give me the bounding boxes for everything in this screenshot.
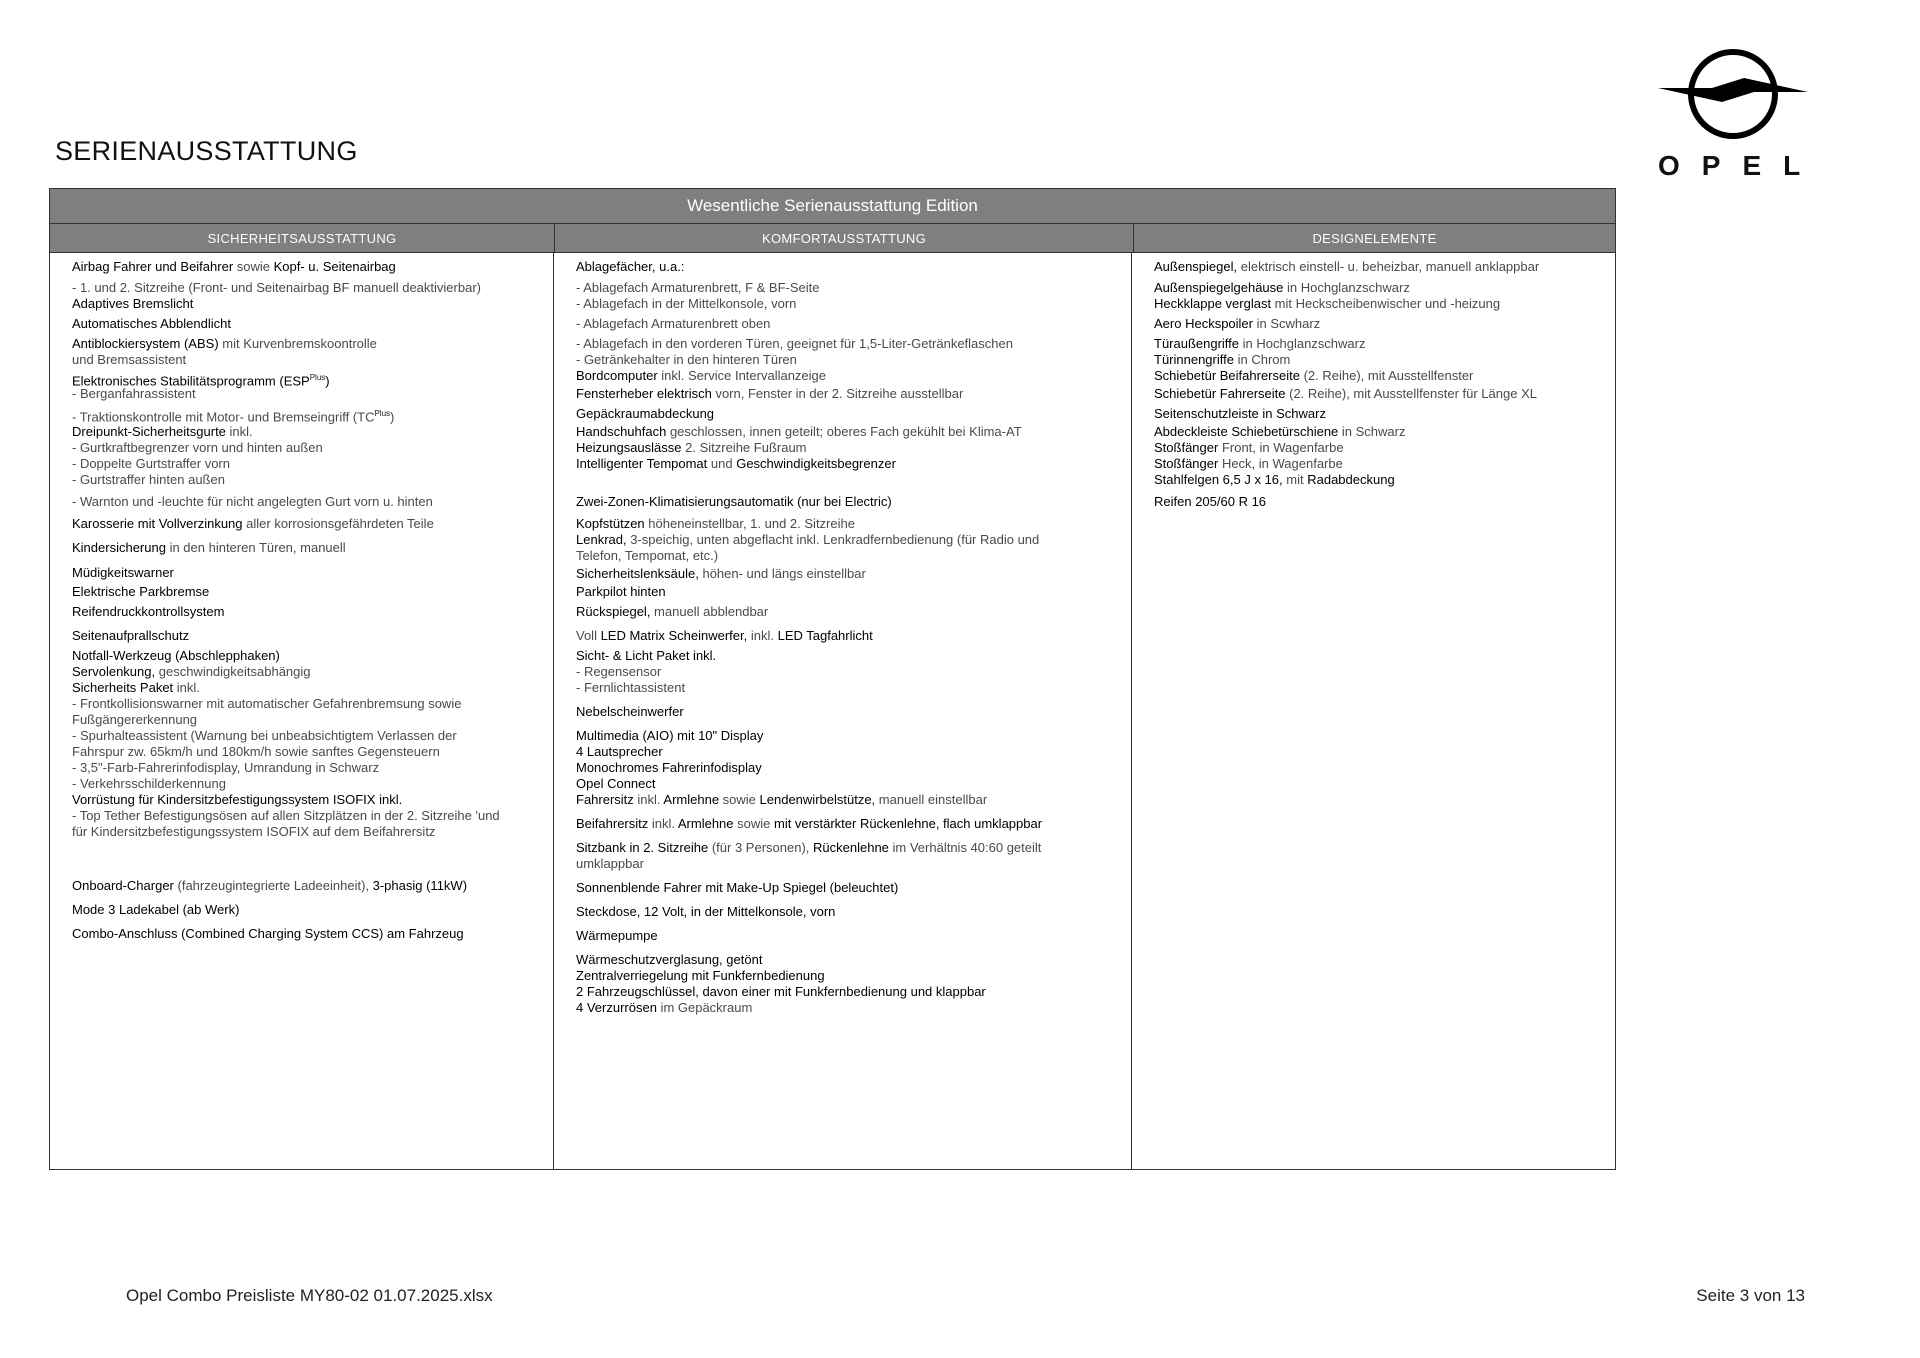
item-detail: - 1. und 2. Sitzreihe (Front- und Seitenairbag BF manuell deaktivierbar) <box>72 280 481 295</box>
item-term: Sonnenblende Fahrer mit Make-Up Spiegel (beleuchtet) <box>576 880 899 895</box>
item-detail: umklappbar <box>576 856 644 871</box>
item-detail: vorn, Fenster in der 2. Sitzreihe ausstellbar <box>711 386 964 401</box>
item-detail: (fahrzeugintegrierte Ladeeinheit), <box>173 878 373 893</box>
list-item <box>576 456 896 472</box>
item-term: Stoßfänger <box>1154 456 1219 471</box>
item-term: Müdigkeitswarner <box>72 565 174 580</box>
list-item <box>72 902 239 918</box>
item-term: Rückenlehne <box>813 840 889 855</box>
item-detail: elektrisch einstell- u. beheizbar, manuell anklappbar <box>1237 259 1540 274</box>
item-term: Sicht- & Licht Paket inkl. <box>576 648 717 663</box>
item-term: Bordcomputer <box>576 368 658 383</box>
item-term: Lendenwirbelstütze, <box>759 792 876 807</box>
item-detail: Telefon, Tempomat, etc.) <box>576 548 719 563</box>
list-item <box>576 494 892 510</box>
item-detail: in Hochglanzschwarz <box>1283 280 1410 295</box>
list-item <box>72 776 226 792</box>
list-item <box>1154 368 1473 384</box>
list-item <box>576 744 663 760</box>
item-term: Reifendruckkontrollsystem <box>72 604 225 619</box>
item-detail: - Fernlichtassistent <box>576 680 686 695</box>
item-detail: - Spurhalteassistent (Warnung bei unbeabsichtigtem Verlassen der <box>72 728 457 743</box>
list-item <box>72 680 200 696</box>
column-safety <box>50 253 554 1169</box>
item-detail: in Hochglanzschwarz <box>1239 336 1366 351</box>
item-detail: Voll <box>576 628 601 643</box>
list-item <box>576 352 797 368</box>
item-detail: mit <box>1282 472 1308 487</box>
list-item <box>576 584 666 600</box>
item-term: 4 Lautsprecher <box>576 744 663 759</box>
item-detail: - Doppelte Gurtstraffer vorn <box>72 456 230 471</box>
item-detail: 2. Sitzreihe Fußraum <box>681 440 807 455</box>
item-term: Mode 3 Ladekabel (ab Werk) <box>72 902 240 917</box>
item-term: LED Tagfahrlicht <box>777 628 873 643</box>
page-title: SERIENAUSSTATTUNG <box>55 136 358 166</box>
list-item <box>576 296 796 312</box>
list-item <box>576 1000 752 1016</box>
item-detail: (2. Reihe), mit Ausstellfenster <box>1299 368 1474 383</box>
list-item <box>576 760 762 776</box>
list-item <box>1154 259 1539 275</box>
list-item <box>576 856 644 872</box>
item-term: Stahlfelgen 6,5 J x 16, <box>1154 472 1283 487</box>
item-term: Reifen 205/60 R 16 <box>1154 494 1267 509</box>
item-term: Ablagefächer, u.a.: <box>576 259 685 274</box>
list-item <box>72 494 433 510</box>
equipment-table <box>49 188 1616 1170</box>
item-term: Rückspiegel, <box>576 604 651 619</box>
item-detail: mit Kurvenbremskoontrolle <box>218 336 377 351</box>
item-detail: - Getränkehalter in den hinteren Türen <box>576 352 797 367</box>
list-item <box>576 628 873 644</box>
item-term: Sitzbank in 2. Sitzreihe <box>576 840 709 855</box>
list-item <box>72 584 209 600</box>
list-item <box>576 532 1039 548</box>
list-item <box>72 878 467 894</box>
list-item <box>72 760 379 776</box>
brand-name: OPEL <box>1658 150 1823 181</box>
item-detail: im Gepäckraum <box>656 1000 753 1015</box>
list-item <box>576 548 718 564</box>
list-item <box>1154 280 1410 296</box>
item-detail: - Top Tether Befestigungsösen auf allen Sitzplätzen in der 2. Sitzreihe 'und <box>72 808 500 823</box>
item-term: 3-phasig (11kW) <box>372 878 468 893</box>
list-item <box>72 456 230 472</box>
list-item <box>72 664 311 680</box>
item-detail: Heck, in Wagenfarbe <box>1218 456 1343 471</box>
list-item <box>72 424 253 440</box>
item-term: Außenspiegelgehäuse <box>1154 280 1284 295</box>
list-item <box>576 386 963 402</box>
item-detail: inkl. <box>173 680 200 695</box>
list-item <box>72 316 231 332</box>
item-term: Sicherheitslenksäule, <box>576 566 699 581</box>
column-comfort <box>554 253 1132 1169</box>
item-term: Türaußengriffe <box>1154 336 1240 351</box>
list-item <box>576 904 835 920</box>
item-term: Aero Heckspoiler <box>1154 316 1253 331</box>
column-header-design: DESIGNELEMENTE <box>1134 224 1615 252</box>
footer-page-number: Seite 3 von 13 <box>1696 1286 1805 1305</box>
item-detail: inkl. <box>747 628 778 643</box>
item-detail: für Kindersitzbefestigungssystem ISOFIX auf dem Beifahrersitz <box>72 824 436 839</box>
item-term: Steckdose, 12 Volt, in der Mittelkonsole, vorn <box>576 904 836 919</box>
item-term: Wärmepumpe <box>576 928 658 943</box>
item-detail: Fahrspur zw. 65km/h und 180km/h sowie sanftes Gegensteuern <box>72 744 440 759</box>
item-term: Nebelscheinwerfer <box>576 704 684 719</box>
list-item <box>576 259 684 275</box>
list-item <box>72 472 225 488</box>
item-detail: - Ablagefach Armaturenbrett oben <box>576 316 771 331</box>
list-item <box>1154 352 1290 368</box>
item-detail: - Warnton und -leuchte für nicht angelegten Gurt vorn u. hinten <box>72 494 433 509</box>
item-detail: in Scwharz <box>1253 316 1321 331</box>
item-detail: inkl. <box>633 792 664 807</box>
list-item <box>576 566 866 582</box>
item-term: Geschwindigkeitsbegrenzer <box>736 456 896 471</box>
item-detail: höhen- und längs einstellbar <box>698 566 866 581</box>
list-item <box>72 352 186 368</box>
item-term: Handschuhfach <box>576 424 667 439</box>
item-term: Parkpilot hinten <box>576 584 666 599</box>
item-term: Türinnengriffe <box>1154 352 1234 367</box>
item-term: Außenspiegel, <box>1154 259 1238 274</box>
item-term: Armlehne <box>663 792 720 807</box>
list-item <box>576 840 1041 856</box>
list-item <box>1154 406 1326 422</box>
opel-blitz-icon <box>1656 48 1810 140</box>
item-term: LED Matrix Scheinwerfer, <box>600 628 748 643</box>
column-design <box>1132 253 1615 1169</box>
list-item <box>72 440 323 456</box>
list-item <box>72 386 196 402</box>
item-term: Onboard-Charger <box>72 878 174 893</box>
item-detail: manuell einstellbar <box>875 792 988 807</box>
list-item <box>1154 386 1537 402</box>
list-item <box>72 336 377 352</box>
list-item <box>72 648 280 664</box>
item-term: Zentralverriegelung mit Funkfernbedienung <box>576 968 825 983</box>
item-detail: ) <box>390 409 395 425</box>
item-term: Schiebetür Fahrerseite <box>1154 386 1286 401</box>
list-item <box>576 604 768 620</box>
list-item <box>72 808 500 824</box>
item-term: Seitenaufprallschutz <box>72 628 190 643</box>
list-item <box>576 816 1042 832</box>
list-item <box>72 628 189 644</box>
column-header-safety: SICHERHEITSAUSSTATTUNG <box>50 224 555 252</box>
item-detail: in den hinteren Türen, manuell <box>165 540 346 555</box>
list-item <box>576 704 684 720</box>
item-detail: - Gurtstraffer hinten außen <box>72 472 225 487</box>
list-item <box>72 712 197 728</box>
item-term: Armlehne <box>677 816 734 831</box>
list-item <box>576 776 656 792</box>
list-item <box>1154 440 1344 456</box>
list-item <box>72 824 435 840</box>
item-term: Karosserie mit Vollverzinkung <box>72 516 243 531</box>
item-detail: - Regensensor <box>576 664 662 679</box>
item-detail: Plus <box>374 409 391 418</box>
list-item <box>576 316 770 332</box>
item-detail: - Traktionskontrolle mit Motor- und Bremseingriff (TC <box>72 409 375 425</box>
column-header-comfort: KOMFORTAUSSTATTUNG <box>555 224 1134 252</box>
item-term: Lenkrad, <box>576 532 627 547</box>
list-item <box>72 540 346 556</box>
list-item <box>72 604 224 620</box>
item-detail: - Ablagefach Armaturenbrett, F & BF-Seite <box>576 280 820 295</box>
list-item <box>1154 456 1343 472</box>
list-item <box>72 728 457 744</box>
item-term: Servolenkung, <box>72 664 156 679</box>
table-title: Wesentliche Serienausstattung Edition <box>50 189 1615 224</box>
item-term: Opel Connect <box>576 776 656 791</box>
item-detail: in Chrom <box>1233 352 1291 367</box>
item-term: Sicherheits Paket <box>72 680 174 695</box>
item-term: Heckklappe verglast <box>1154 296 1272 311</box>
opel-logo <box>1650 48 1823 182</box>
footer-filename: Opel Combo Preisliste MY80-02 01.07.2025.xlsx <box>126 1286 493 1305</box>
item-detail: Plus <box>309 373 326 382</box>
list-item <box>72 259 396 275</box>
list-item <box>72 744 440 760</box>
item-detail: - 3,5"-Farb-Fahrerinfodisplay, Umrandung in Schwarz <box>72 760 380 775</box>
list-item <box>1154 296 1500 312</box>
list-item <box>1154 424 1405 440</box>
item-detail: im Verhältnis 40:60 geteilt <box>888 840 1042 855</box>
item-term: Schiebetür Beifahrerseite <box>1154 368 1300 383</box>
item-term: Kindersicherung <box>72 540 166 555</box>
item-term: Vorrüstung für Kindersitzbefestigungssystem ISOFIX inkl. <box>72 792 403 807</box>
item-detail: - Frontkollisionswarner mit automatischer Gefahrenbremsung sowie <box>72 696 462 711</box>
list-item <box>576 406 714 422</box>
item-detail: (2. Reihe), mit Ausstellfenster für Länge XL <box>1285 386 1537 401</box>
list-item <box>576 984 986 1000</box>
list-item <box>1154 494 1266 510</box>
list-item <box>576 952 762 968</box>
list-item <box>576 792 987 808</box>
item-detail: inkl. <box>225 424 253 439</box>
list-item <box>576 680 685 696</box>
list-item <box>576 516 855 532</box>
item-term: Notfall-Werkzeug (Abschlepphaken) <box>72 648 280 663</box>
list-item <box>576 648 716 664</box>
item-term: Wärmeschutzverglasung, getönt <box>576 952 763 967</box>
item-detail: mit Heckscheibenwischer und -heizung <box>1271 296 1501 311</box>
item-detail: und Bremsassistent <box>72 352 187 367</box>
list-item <box>1154 316 1320 332</box>
list-item <box>1154 472 1395 488</box>
item-detail: (für 3 Personen), <box>708 840 814 855</box>
item-term: Zwei-Zonen-Klimatisierungsautomatik (nur bei Electric) <box>576 494 892 509</box>
list-item <box>72 792 402 808</box>
item-detail: Fußgängererkennung <box>72 712 198 727</box>
item-term: ) <box>325 373 330 389</box>
column-headers <box>50 224 1615 253</box>
item-term: Airbag Fahrer und Beifahrer <box>72 259 234 274</box>
item-term: Seitenschutzleiste in Schwarz <box>1154 406 1326 421</box>
item-term: Stoßfänger <box>1154 440 1219 455</box>
item-detail: geschlossen, innen geteilt; oberes Fach gekühlt bei Klima-AT <box>666 424 1022 439</box>
item-detail: Front, in Wagenfarbe <box>1218 440 1344 455</box>
list-item <box>72 406 394 425</box>
list-item <box>576 368 826 384</box>
item-term: Kopfstützen <box>576 516 645 531</box>
list-item <box>72 565 174 581</box>
item-detail: - Ablagefach in den vorderen Türen, geeignet für 1,5-Liter-Getränkeflaschen <box>576 336 1013 351</box>
item-detail: aller korrosionsgefährdeten Teile <box>242 516 434 531</box>
item-term: Automatisches Abblendlicht <box>72 316 231 331</box>
item-detail: geschwindigkeitsabhängig <box>155 664 311 679</box>
item-detail: inkl. <box>648 816 678 831</box>
item-term: Heizungsauslässe <box>576 440 682 455</box>
list-item <box>576 336 1013 352</box>
item-detail: - Gurtkraftbegrenzer vorn und hinten außen <box>72 440 323 455</box>
list-item <box>576 928 658 944</box>
item-detail: in Schwarz <box>1338 424 1406 439</box>
list-item <box>72 696 461 712</box>
item-term: Gepäckraumabdeckung <box>576 406 715 421</box>
table-body <box>50 253 1615 1169</box>
item-detail: und <box>707 456 737 471</box>
item-detail: - Berganfahrassistent <box>72 386 196 401</box>
item-term: Fensterheber elektrisch <box>576 386 712 401</box>
item-term: Adaptives Bremslicht <box>72 296 194 311</box>
list-item <box>72 280 481 296</box>
item-term: mit verstärkter Rückenlehne, flach umklappbar <box>773 816 1043 831</box>
item-detail: - Ablagefach in der Mittelkonsole, vorn <box>576 296 797 311</box>
item-detail: - Verkehrsschilderkennung <box>72 776 226 791</box>
item-detail: 3-speichig, unten abgeflacht inkl. Lenkradfernbedienung (für Radio und <box>626 532 1040 547</box>
item-term: Monochromes Fahrerinfodisplay <box>576 760 762 775</box>
item-term: Antiblockiersystem (ABS) <box>72 336 219 351</box>
item-term: Abdeckleiste Schiebetürschiene <box>1154 424 1339 439</box>
item-term: Fahrersitz <box>576 792 634 807</box>
list-item <box>576 424 1022 440</box>
item-detail: sowie <box>233 259 274 274</box>
item-term: 4 Verzurrösen <box>576 1000 657 1015</box>
list-item <box>576 968 825 984</box>
list-item <box>576 440 807 456</box>
item-detail: sowie <box>733 816 774 831</box>
list-item <box>1154 336 1365 352</box>
list-item <box>576 664 661 680</box>
list-item <box>576 280 820 296</box>
item-term: Intelligenter Tempomat <box>576 456 708 471</box>
list-item <box>576 880 898 896</box>
item-detail: höheneinstellbar, 1. und 2. Sitzreihe <box>644 516 855 531</box>
item-term: Dreipunkt-Sicherheitsgurte <box>72 424 226 439</box>
item-term: Elektronisches Stabilitätsprogramm (ESP <box>72 373 310 389</box>
item-term: Radabdeckung <box>1307 472 1395 487</box>
item-term: 2 Fahrzeugschlüssel, davon einer mit Funkfernbedienung und klappbar <box>576 984 986 999</box>
item-detail: manuell abblendbar <box>650 604 769 619</box>
list-item <box>576 728 763 744</box>
item-term: Beifahrersitz <box>576 816 649 831</box>
item-term: Combo-Anschluss (Combined Charging System CCS) am Fahrzeug <box>72 926 464 941</box>
item-term: Multimedia (AIO) mit 10" Display <box>576 728 764 743</box>
list-item <box>72 516 434 532</box>
item-detail: inkl. Service Intervallanzeige <box>657 368 827 383</box>
list-item <box>72 926 464 942</box>
item-term: Elektrische Parkbremse <box>72 584 210 599</box>
item-detail: sowie <box>719 792 760 807</box>
item-term: Kopf- u. Seitenairbag <box>273 259 396 274</box>
list-item <box>72 296 193 312</box>
